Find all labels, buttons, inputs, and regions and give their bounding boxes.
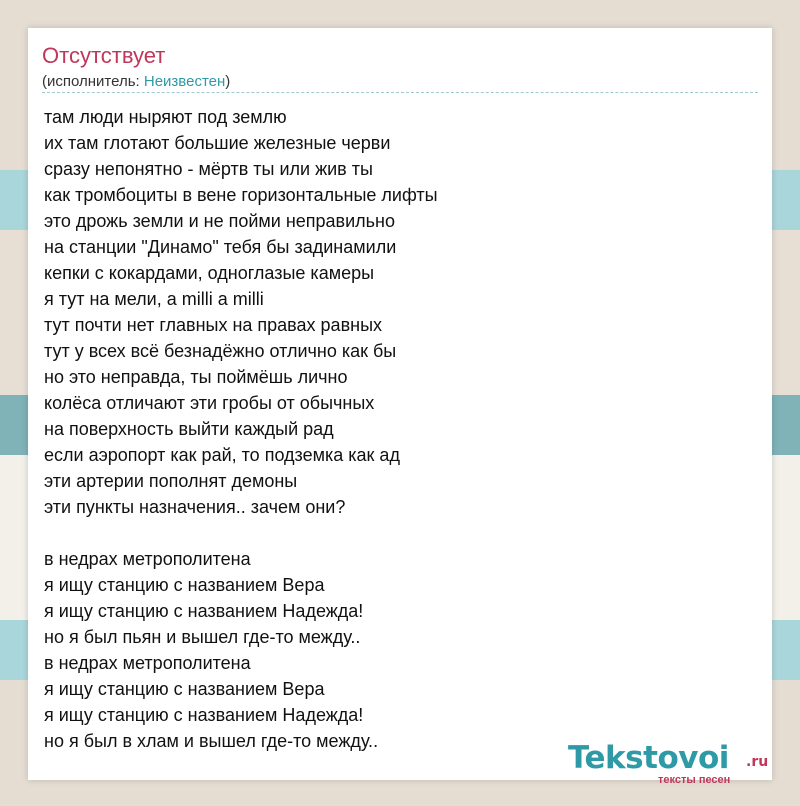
lyric-line: сразу непонятно - мёртв ты или жив ты	[44, 159, 373, 179]
lyric-line: я ищу станцию с названием Вера	[44, 575, 325, 595]
lyric-line: тут у всех всё безнадёжно отлично как бы	[44, 341, 397, 361]
lyric-line: на поверхность выйти каждый рад	[44, 419, 334, 439]
artist-line	[42, 72, 230, 92]
lyric-line: там люди ныряют под землю	[44, 107, 287, 127]
lyrics-card	[28, 28, 772, 786]
artist-prefix: (исполнитель:	[42, 73, 144, 90]
lyric-line: как тромбоциты в вене горизонтальные лифты	[44, 185, 438, 205]
site-logo[interactable]	[568, 740, 773, 790]
lyric-line: я ищу станцию с названием Надежда!	[44, 601, 364, 621]
lyric-line: я ищу станцию с названием Вера	[44, 679, 325, 699]
lyric-line: я тут на мели, а milli a milli	[44, 289, 264, 309]
lyric-line: но я был пьян и вышел где-то между..	[44, 627, 361, 647]
stanza-break	[44, 520, 744, 546]
header-divider	[42, 92, 758, 93]
lyric-line: если аэропорт как рай, то подземка как ад	[44, 445, 400, 465]
lyric-line: но это неправда, ты поймёшь лично	[44, 367, 348, 387]
logo-wordmark: Tekstovoi	[568, 740, 729, 776]
logo-tagline: тексты песен	[658, 774, 731, 786]
lyric-line: колёса отличают эти гробы от обычных	[44, 393, 375, 413]
lyric-line: я ищу станцию с названием Надежда!	[44, 705, 364, 725]
lyric-line: эти пункты назначения.. зачем они?	[44, 497, 346, 517]
lyric-line: их там глотают большие железные черви	[44, 133, 391, 153]
lyric-line: тут почти нет главных на правах равных	[44, 315, 383, 335]
logo-tld: .ru	[746, 754, 769, 770]
lyric-line: эти артерии пополнят демоны	[44, 471, 298, 491]
lyrics-text	[44, 104, 744, 754]
lyric-line: на станции "Динамо" тебя бы задинамили	[44, 237, 397, 257]
lyric-line: кепки с кокардами, одноглазые камеры	[44, 263, 375, 283]
artist-suffix: )	[225, 73, 231, 90]
lyric-line: в недрах метрополитена	[44, 653, 251, 673]
song-title: Отсутствует	[42, 43, 166, 68]
artist-link[interactable]: Неизвестен	[143, 73, 226, 90]
lyric-line: в недрах метрополитена	[44, 549, 251, 569]
lyric-line: но я был в хлам и вышел где-то между..	[44, 731, 379, 751]
lyric-line: это дрожь земли и не пойми неправильно	[44, 211, 395, 231]
